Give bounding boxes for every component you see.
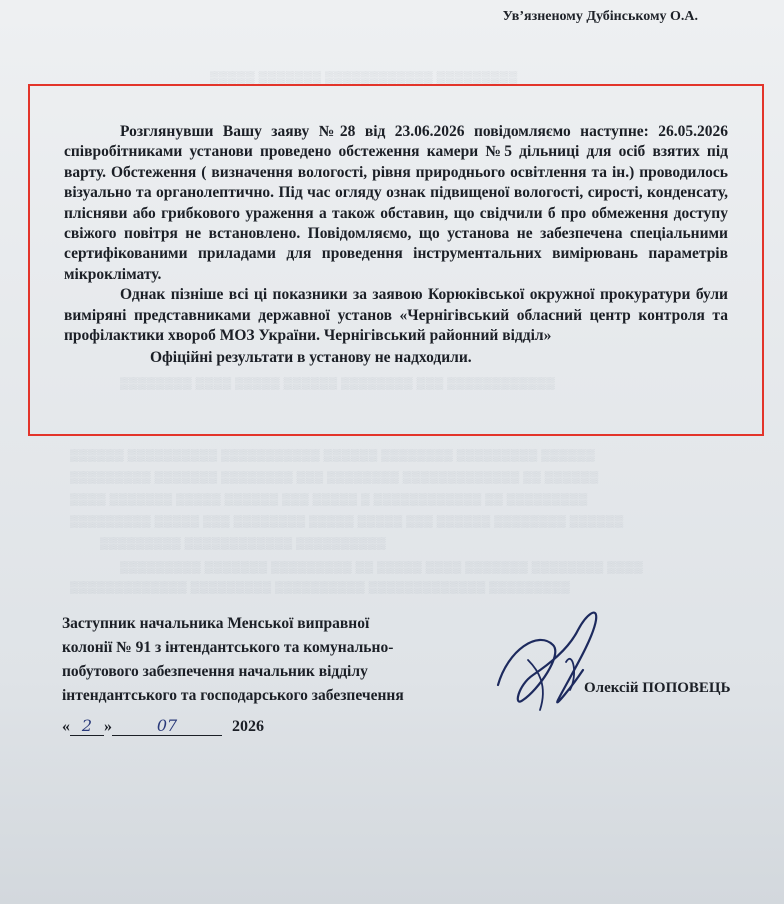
date-year: 2026: [232, 718, 264, 735]
bleed-through-text: ▒▒▒▒▒▒▒▒▒ ▒▒▒▒▒▒▒ ▒▒▒▒▒▒▒▒▒ ▒▒ ▒▒▒▒▒ ▒▒▒▒ ▒▒▒▒▒▒▒ ▒▒▒▒▒▒▒▒ ▒▒▒▒: [120, 560, 644, 574]
letter-paragraph-1: Розглянувши Вашу заяву №28 від 23.06.2026 повідомляємо наступне: 26.05.2026 співробітниками установи проведено обстеження камери №5 дільниці для осіб взятих під варту. Обстеження ( визначення вологості, рівня природнього освітлення та ін.) проводилось візуально та органолептично. Під час огляду ознак підвищеної вологості, сирості, конденсату, плісняви або грибкового ураження а також обставин, що свідчили б про обмеження доступу свіжого повітря не встановлено. Повідомляємо, що установа не забезпечена спеціальними сертифікованими приладами для проведення інструментальних вимірювань параметрів мікроклімату.: [64, 123, 728, 283]
position-line: Заступник начальника Менської виправної: [62, 615, 370, 632]
signing-date: [62, 716, 264, 736]
date-open-quote: «: [62, 718, 70, 735]
handwritten-signature: [478, 590, 618, 730]
date-day: 2: [70, 716, 104, 736]
date-close-quote: »: [104, 718, 112, 735]
position-line: колонії № 91 з інтендантського та комунально-: [62, 639, 394, 656]
date-month: 07: [112, 716, 222, 736]
bleed-through-text: ▒▒▒▒▒▒▒▒▒▒▒▒▒ ▒▒▒▒▒▒▒▒▒ ▒▒▒▒▒▒▒▒▒▒ ▒▒▒▒▒▒▒▒▒▒▒▒▒ ▒▒▒▒▒▒▒▒▒: [70, 580, 571, 594]
bleed-through-text: ▒▒▒▒ ▒▒▒▒▒▒▒ ▒▒▒▒▒ ▒▒▒▒▒▒ ▒▒▒ ▒▒▒▒▒ ▒ ▒▒▒▒▒▒▒▒▒▒▒▒ ▒▒ ▒▒▒▒▒▒▒▒▒: [70, 492, 588, 506]
bleed-through-text: ▒▒▒▒▒▒ ▒▒▒▒▒▒▒▒▒▒ ▒▒▒▒▒▒▒▒▒▒▒ ▒▒▒▒▒▒ ▒▒▒▒▒▒▒▒ ▒▒▒▒▒▒▒▒▒ ▒▒▒▒▒▒: [70, 448, 596, 462]
addressee: Ув’язненому Дубінському О.А.: [502, 9, 698, 24]
letter-body: [64, 122, 728, 369]
letter-paragraph-2: Однак пізніше всі ці показники за заявою Корюківської окружної прокуратури були виміряні представниками державної установ «Чернігівський обласний центр контроля та профілактики хвороб МОЗ України. Чернігівський районний відділ»: [64, 286, 728, 345]
letter-paragraph-3: Офіційні результати в установу не надходили.: [150, 349, 472, 367]
bleed-through-text: ▒▒▒▒▒ ▒▒▒▒▒▒▒ ▒▒▒▒▒▒▒▒▒▒▒▒ ▒▒▒▒▒▒▒▒▒: [210, 70, 518, 84]
bleed-through-text: ▒▒▒▒▒▒▒▒▒ ▒▒▒▒▒▒▒ ▒▒▒▒▒▒▒▒ ▒▒▒ ▒▒▒▒▒▒▒▒ ▒▒▒▒▒▒▒▒▒▒▒▒▒ ▒▒ ▒▒▒▒▒▒: [70, 470, 599, 484]
bleed-through-text: ▒▒▒▒▒▒▒▒▒ ▒▒▒▒▒▒▒▒▒▒▒▒ ▒▒▒▒▒▒▒▒▒▒: [100, 536, 387, 550]
signatory-name: Олексій ПОПОВЕЦЬ: [584, 680, 731, 696]
signatory-position: [62, 612, 502, 708]
bleed-through-text: ▒▒▒▒▒▒▒▒▒ ▒▒▒▒▒ ▒▒▒ ▒▒▒▒▒▒▒▒ ▒▒▒▒▒ ▒▒▒▒▒ ▒▒▒ ▒▒▒▒▒▒ ▒▒▒▒▒▒▒▒ ▒▒▒▒▒▒: [70, 514, 624, 528]
bleed-through-text: ▒▒▒▒▒▒▒▒ ▒▒▒▒ ▒▒▒▒▒ ▒▒▒▒▒▒ ▒▒▒▒▒▒▒▒ ▒▒▒ ▒▒▒▒▒▒▒▒▒▒▒▒: [120, 376, 556, 390]
position-line: інтендантського та господарського забезпечення: [62, 687, 404, 704]
position-line: побутового забезпечення начальник відділу: [62, 663, 368, 680]
